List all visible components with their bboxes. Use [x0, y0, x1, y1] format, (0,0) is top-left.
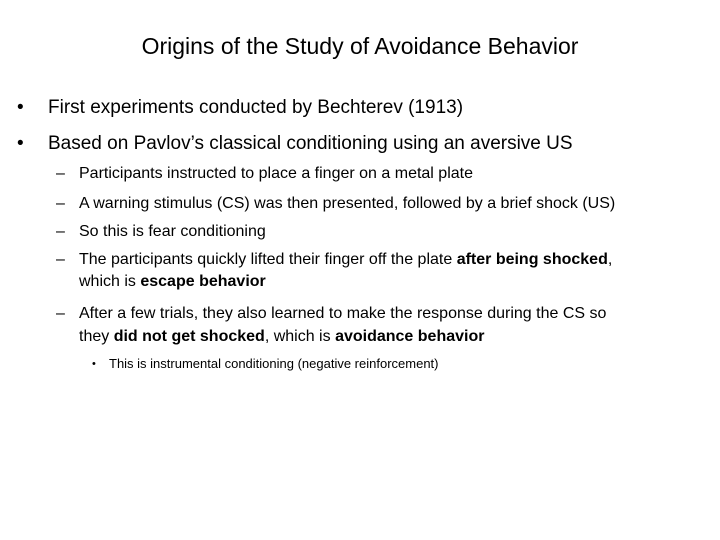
- dash-icon: –: [56, 195, 65, 212]
- sub-sub-bullet-text: This is instrumental conditioning (negative reinforcement): [109, 356, 439, 371]
- dash-icon: –: [56, 165, 65, 182]
- bullet-icon: •: [92, 358, 96, 370]
- bullet-icon: •: [17, 97, 24, 118]
- emphasis-text: escape behavior: [140, 273, 266, 290]
- emphasis-text: did not get shocked: [113, 328, 265, 345]
- dash-icon: –: [56, 223, 65, 240]
- sub-bullet-text: Participants instructed to place a finger on a metal plate: [79, 165, 473, 182]
- dash-icon: –: [56, 251, 65, 268]
- emphasis-text: after being shocked: [456, 251, 608, 268]
- bullet-icon: •: [17, 133, 24, 154]
- emphasis-text: avoidance behavior: [335, 328, 485, 345]
- sub-bullet-text: The participants quickly lifted their finger off the plate after being shocked,: [79, 251, 613, 268]
- bullet-text: Based on Pavlov’s classical conditioning using an aversive US: [48, 133, 573, 154]
- slide-title: Origins of the Study of Avoidance Behavior: [141, 33, 579, 59]
- sub-bullet-text: After a few trials, they also learned to make the response during the CS so: [79, 305, 607, 322]
- sub-bullet-text: A warning stimulus (CS) was then presented, followed by a brief shock (US): [79, 195, 616, 212]
- sub-bullet-text: So this is fear conditioning: [79, 223, 266, 240]
- slide: Origins of the Study of Avoidance Behavior • First experiments conducted by Bechterev (1913) • Based on Pavlov’s classical conditioning using an aversive US – Participants instructed to place a finger on a metal plate – A warning stimulus (CS) was then presented, followed by a brief shock (US) – So this is fear conditioning – The participants quickly lifted their finger off the plate after being shocked, which is escape behavior – After a few trials, they also learned to make the response during the CS so they did not get shocked, which is avoidance behavior • This is instrumental conditioning (negative reinforcement): [0, 0, 720, 540]
- dash-icon: –: [56, 305, 65, 322]
- bullet-text: First experiments conducted by Bechterev (1913): [48, 97, 464, 118]
